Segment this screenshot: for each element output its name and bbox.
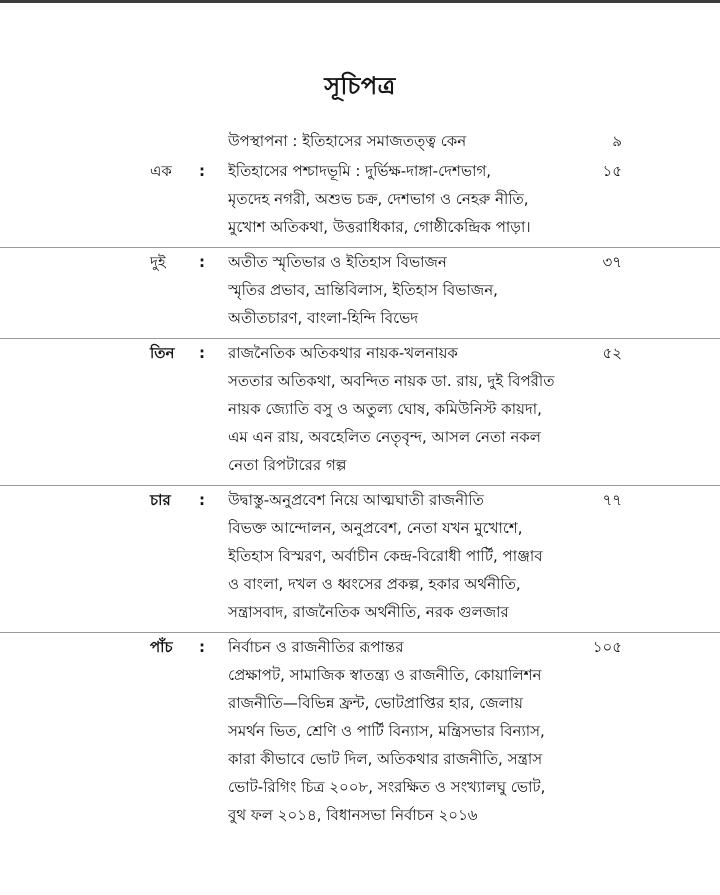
chapter-subtopics-line: মৃতদেহ নগরী, অশুভ চক্র, দেশভাগ ও নেহরু নীতি, <box>228 190 529 208</box>
toc-entry <box>0 485 720 632</box>
chapter-subtopics-line: ভোট-রিগিং চিত্র ২০০৮, সংরক্ষিত ও সংখ্যালঘু ভোট, <box>228 778 546 796</box>
page-number: ৫২ <box>602 344 622 362</box>
chapter-subtopics-line: সততার অতিকথা, অবন্দিত নায়ক ডা. রায়, দুই বিপরীত <box>228 372 555 390</box>
top-border <box>0 0 720 3</box>
chapter-subtopics-line: ইতিহাস বিস্মরণ, অর্বাচীন কেন্দ্র-বিরোধী পার্টি, পাঞ্জাব <box>228 547 543 565</box>
chapter-colon: : <box>199 162 205 180</box>
chapter-subtopics-line: কারা কীভাবে ভোট দিল, অতিকথার রাজনীতি, সন্ত্রাস <box>228 750 543 768</box>
chapter-subtopics-line: বিভক্ত আন্দোলন, অনুপ্রবেশ, নেতা যখন মুখোশে, <box>228 519 523 537</box>
toc-entry <box>0 127 720 157</box>
chapter-subtopics-line: নায়ক জ্যোতি বসু ও অতুল্য ঘোষ, কমিউনিস্ট কায়দা, <box>228 400 542 418</box>
page-number: ৭৭ <box>602 491 622 509</box>
chapter-text <box>0 157 573 241</box>
chapter-title: রাজনৈতিক অতিকথার নায়ক-খলনায়ক <box>228 344 458 362</box>
chapter-number: পাঁচ <box>150 638 173 656</box>
page-number: ৯ <box>612 132 622 150</box>
table-of-contents <box>0 127 720 829</box>
chapter-subtopics-line: বুথ ফল ২০১৪, বিধানসভা নির্বাচন ২০১৬ <box>228 806 478 824</box>
chapter-title: উদ্বাস্তু-অনুপ্রবেশ নিয়ে আত্মঘাতী রাজনীতি <box>228 491 484 509</box>
chapter-number: চার <box>150 491 171 509</box>
chapter-subtopics-line: রাজনীতি—বিভিন্ন ফ্রন্ট, ভোটপ্রাপ্তির হার, জেলায় <box>228 694 523 712</box>
toc-entry <box>0 338 720 485</box>
chapter-number: দুই <box>150 253 166 271</box>
chapter-colon: : <box>199 491 205 509</box>
chapter-text <box>0 127 573 155</box>
chapter-title: অতীত স্মৃতিভার ও ইতিহাস বিভাজন <box>228 253 447 271</box>
chapter-subtopics-line: ও বাংলা, দখল ও ধ্বংসের প্রকল্প, হকার অর্থনীতি, <box>228 575 521 593</box>
toc-entry <box>0 157 720 247</box>
chapter-number: তিন <box>150 344 175 362</box>
chapter-title: উপস্থাপনা : ইতিহাসের সমাজতত্ত্ব কেন <box>228 132 467 150</box>
chapter-subtopics-line: সমর্থন ভিত, শ্রেণি ও পার্টি বিন্যাস, মন্ত্রিসভার বিন্যাস, <box>228 722 545 740</box>
chapter-colon: : <box>199 253 205 271</box>
chapter-subtopics-line: প্রেক্ষাপট, সামাজিক স্বাতন্ত্র্য ও রাজনীতি, কোয়ালিশন <box>228 666 542 684</box>
chapter-title: ইতিহাসের পশ্চাদভূমি : দুর্ভিক্ষ-দাঙ্গা-দেশভাগ, <box>228 162 492 180</box>
chapter-title: নির্বাচন ও রাজনীতির রূপান্তর <box>228 638 404 656</box>
chapter-subtopics-line: সন্ত্রাসবাদ, রাজনৈতিক অর্থনীতি, নরক গুলজার <box>228 603 509 621</box>
chapter-number: এক <box>150 162 172 180</box>
chapter-text <box>0 633 573 829</box>
page-number: ১০৫ <box>592 638 622 656</box>
chapter-subtopics-line: অতীতচারণ, বাংলা-হিন্দি বিভেদ <box>228 309 419 327</box>
chapter-subtopics-line: এম এন রায়, অবহেলিত নেতৃবৃন্দ, আসল নেতা নকল <box>228 428 541 446</box>
page-number: ৩৭ <box>602 253 622 271</box>
chapter-subtopics-line: স্মৃতির প্রভাব, ভ্রান্তিবিলাস, ইতিহাস বিভাজন, <box>228 281 498 299</box>
chapter-subtopics-line: মুখোশ অতিকথা, উত্তরাধিকার, গোষ্ঠীকেন্দ্রিক পাড়া। <box>228 218 531 236</box>
chapter-text <box>0 248 573 332</box>
toc-entry <box>0 632 720 829</box>
chapter-text <box>0 486 573 626</box>
page-title: সূচিপত্র <box>324 71 396 100</box>
page-number: ১৫ <box>602 162 622 180</box>
chapter-colon: : <box>199 344 205 362</box>
chapter-text <box>0 339 573 479</box>
chapter-subtopics-line: নেতা রিপটারের গল্প <box>228 456 347 474</box>
toc-entry <box>0 247 720 338</box>
chapter-colon: : <box>199 638 205 656</box>
